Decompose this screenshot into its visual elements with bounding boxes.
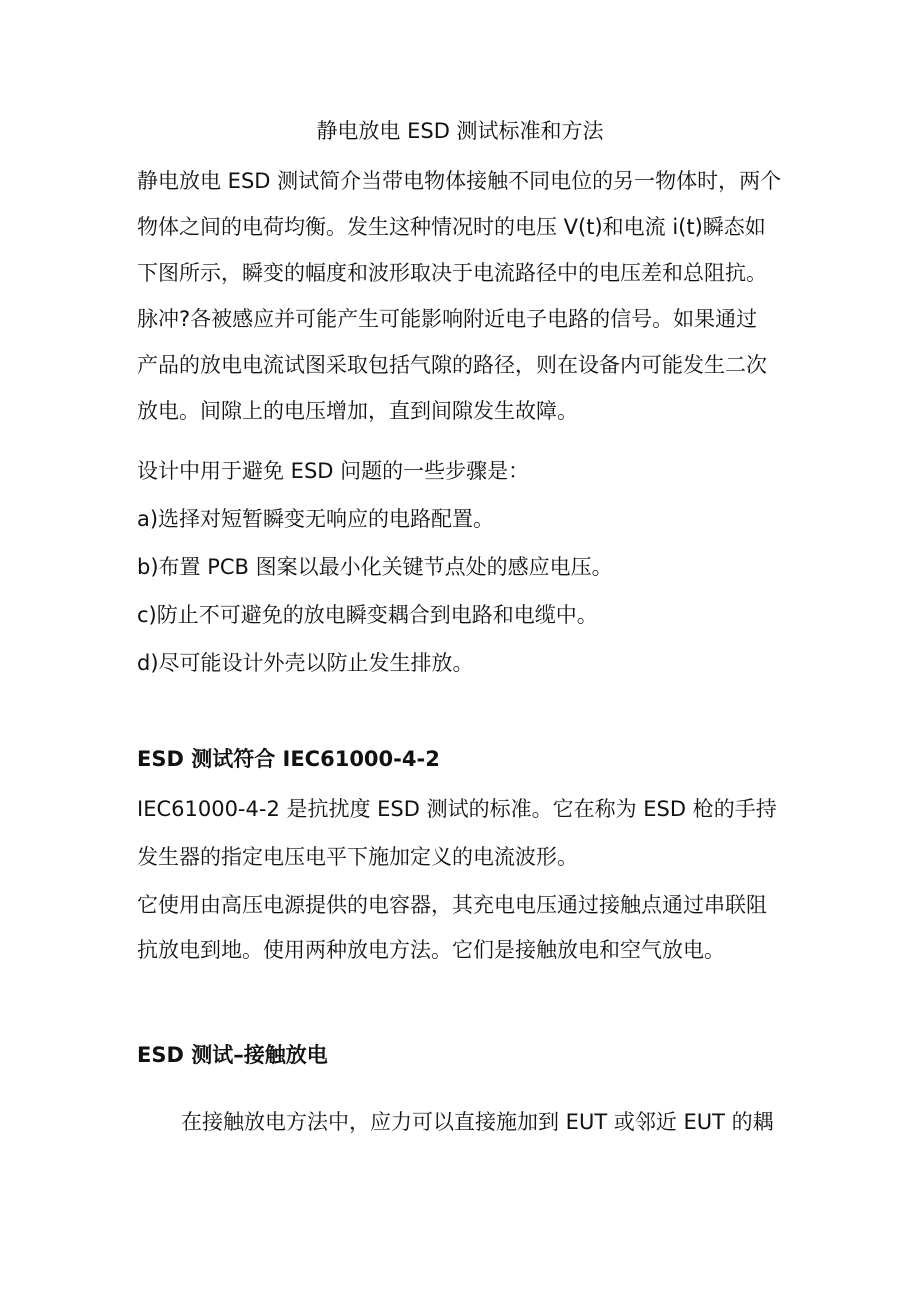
document-title: 静电放电 ESD 测试标准和方法 xyxy=(316,119,604,143)
text-line: 抗放电到地。使用两种放电方法。它们是接触放电和空气放电。 xyxy=(137,938,725,962)
section-heading: ESD 测试–接触放电 xyxy=(137,1043,328,1067)
text-line: 物体之间的电荷均衡。发生这种情况时的电压 V(t)和电流 i(t)瞬态如 xyxy=(137,215,766,239)
list-item: c)防止不可避免的放电瞬变耦合到电路和电缆中。 xyxy=(137,603,598,627)
section-paragraph xyxy=(137,793,787,982)
section-heading: ESD 测试符合 IEC61000-4-2 xyxy=(137,747,440,771)
text-line: IEC61000-4-2 是抗扰度 ESD 测试的标准。它在称为 ESD 枪的手持 xyxy=(137,797,777,821)
steps-list xyxy=(137,455,787,695)
intro-paragraph xyxy=(137,165,787,441)
section-paragraph xyxy=(181,1106,831,1138)
text-line: 脉冲?各被感应并可能产生可能影响附近电子电路的信号。如果通过 xyxy=(137,307,758,331)
list-item: b)布置 PCB 图案以最小化关键节点处的感应电压。 xyxy=(137,555,613,579)
list-item: a)选择对短暂瞬变无响应的电路配置。 xyxy=(137,507,495,531)
text-line: 产品的放电电流试图采取包括气隙的路径，则在设备内可能发生二次 xyxy=(137,353,767,377)
text-line: 发生器的指定电压电平下施加定义的电流波形。 xyxy=(137,845,578,869)
steps-lead: 设计中用于避免 ESD 问题的一些步骤是： xyxy=(137,459,530,483)
text-line: 下图所示，瞬变的幅度和波形取决于电流路径中的电压差和总阻抗。 xyxy=(137,261,767,285)
text-line: 在接触放电方法中，应力可以直接施加到 EUT 或邻近 EUT 的耦 xyxy=(181,1110,774,1134)
text-line: 放电。间隙上的电压增加，直到间隙发生故障。 xyxy=(137,399,578,423)
text-line: 它使用由高压电源提供的电容器，其充电电压通过接触点通过串联阻 xyxy=(137,893,767,917)
list-item: d)尽可能设计外壳以防止发生排放。 xyxy=(137,651,474,675)
text-line: 静电放电 ESD 测试简介当带电物体接触不同电位的另一物体时，两个 xyxy=(137,169,782,193)
